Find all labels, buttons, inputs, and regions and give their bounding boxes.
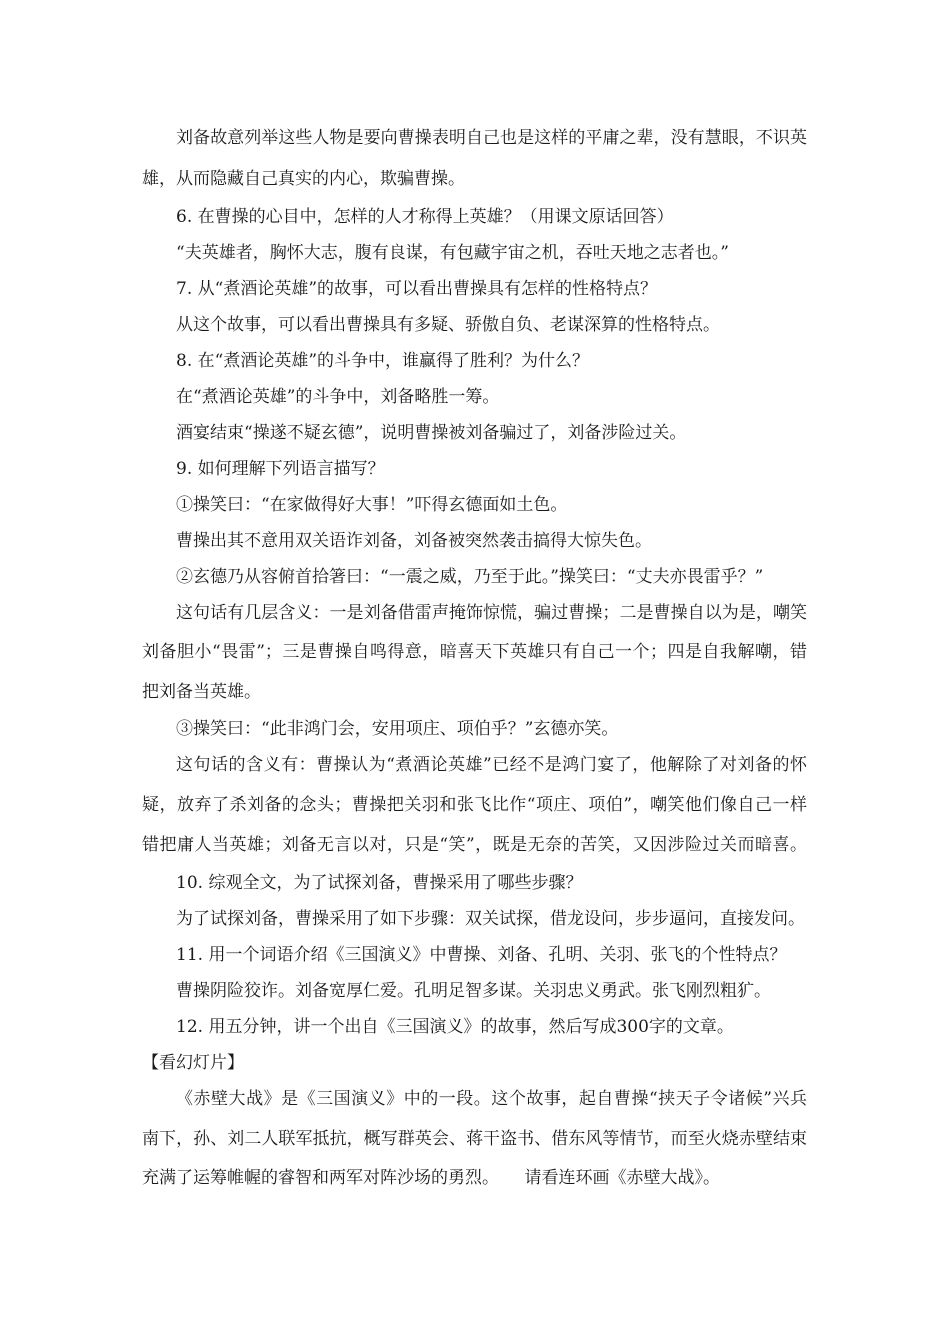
story-paragraph: 充满了运筹帷幄的睿智和两军对阵沙场的勇烈。 请看连环画《赤壁大战》。	[142, 1168, 720, 1188]
answer-9-2: 刘备胆小“畏雷”；三是曹操自鸣得意，暗喜天下英雄只有自己一个；四是自我解嘲，错	[142, 642, 807, 662]
answer-11: 曹操阴险狡诈。刘备宽厚仁爱。孔明足智多谋。关羽忠义勇武。张飞刚烈粗犷。	[176, 981, 771, 1001]
answer-9-3: 疑，放弃了杀刘备的念头；曹操把关羽和张飞比作“项庄、项伯”，嘲笑他们像自己一样	[142, 795, 807, 815]
answer-8: 在“煮酒论英雄”的斗争中，刘备略胜一筹。	[176, 387, 500, 407]
question-8: 8. 在“煮酒论英雄”的斗争中，谁赢得了胜利？为什么？	[176, 351, 590, 371]
question-7: 7. 从“煮酒论英雄”的故事，可以看出曹操具有怎样的性格特点？	[176, 279, 658, 299]
answer-9-2: 这句话有几层含义：一是刘备借雷声掩饰惊慌，骗过曹操；二是曹操自以为是，嘲笑	[176, 603, 807, 623]
question-12: 12. 用五分钟，讲一个出自《三国演义》的故事，然后写成300字的文章。	[176, 1017, 734, 1037]
answer-10: 为了试探刘备，曹操采用了如下步骤：双关试探，借龙设问，步步逼问，直接发问。	[176, 909, 805, 929]
question-11: 11. 用一个词语介绍《三国演义》中曹操、刘备、孔明、关羽、张飞的个性特点？	[176, 945, 787, 965]
answer-9-3: 错把庸人当英雄；刘备无言以对，只是“笑”，既是无奈的苦笑，又因涉险过关而暗喜。	[142, 835, 807, 855]
question-9: 9. 如何理解下列语言描写？	[176, 459, 385, 479]
paragraph-line: 雄，从而隐藏自己真实的内心，欺骗曹操。	[142, 169, 465, 189]
answer-7: 从这个故事，可以看出曹操具有多疑、骄傲自负、老谋深算的性格特点。	[176, 315, 720, 335]
answer-9-1: 曹操出其不意用双关语诈刘备，刘备被突然袭击搞得大惊失色。	[176, 531, 652, 551]
section-heading: 【看幻灯片】	[142, 1053, 244, 1073]
quote-9-2: ②玄德乃从容俯首拾箸曰：“一震之威，乃至于此。”操笑曰：“丈夫亦畏雷乎？”	[176, 567, 764, 587]
answer-9-3: 这句话的含义有：曹操认为“煮酒论英雄”已经不是鸿门宴了，他解除了对刘备的怀	[176, 755, 807, 775]
answer-6: “夫英雄者，胸怀大志，腹有良谋，有包藏宇宙之机，吞吐天地之志者也。”	[176, 243, 729, 263]
paragraph-line: 刘备故意列举这些人物是要向曹操表明自己也是这样的平庸之辈，没有慧眼，不识英	[176, 128, 807, 148]
quote-9-3: ③操笑曰：“此非鸿门会，安用项庄、项伯乎？”玄德亦笑。	[176, 719, 619, 739]
story-paragraph: 南下，孙、刘二人联军抵抗，概写群英会、蒋干盗书、借东风等情节，而至火烧赤壁结束	[142, 1129, 807, 1149]
question-10: 10. 综观全文，为了试探刘备，曹操采用了哪些步骤？	[176, 873, 583, 893]
question-6: 6. 在曹操的心目中，怎样的人才称得上英雄？（用课文原话回答）	[176, 207, 674, 227]
quote-9-1: ①操笑曰：“在家做得好大事！”吓得玄德面如土色。	[176, 495, 568, 515]
story-paragraph: 《赤壁大战》是《三国演义》中的一段。这个故事，起自曹操“挟天子令诸候”兴兵	[176, 1089, 807, 1109]
answer-9-2: 把刘备当英雄。	[142, 682, 261, 702]
answer-8: 酒宴结束“操遂不疑玄德”，说明曹操被刘备骗过了，刘备涉险过关。	[176, 423, 687, 443]
